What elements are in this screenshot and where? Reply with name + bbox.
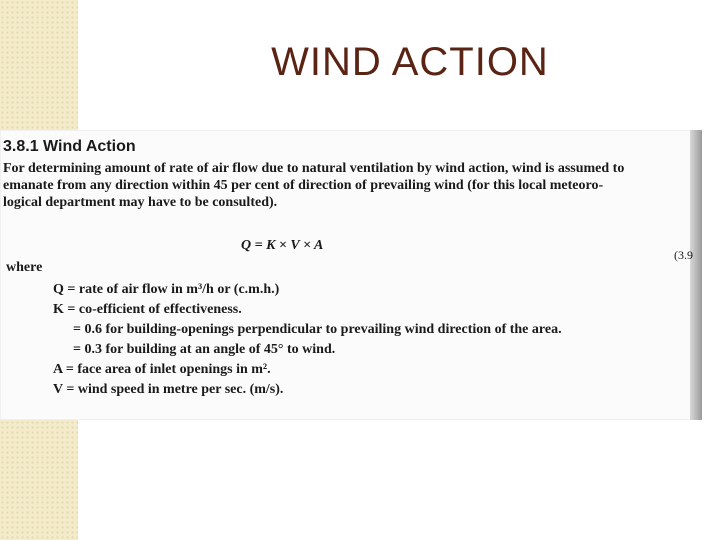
definition-item: = 0.3 for building at an angle of 45° to wind. (73, 342, 336, 357)
where-label: where (6, 260, 43, 275)
formula: Q = K × V × A (241, 238, 324, 253)
section-heading: 3.8.1 Wind Action (3, 138, 136, 155)
definition-item: V = wind speed in metre per sec. (m/s). (53, 382, 284, 397)
section-content (3, 138, 693, 397)
definition-item: Q = rate of air flow in m³/h or (c.m.h.) (53, 282, 280, 297)
equation-number: (3.9 (674, 248, 693, 262)
paragraph-line: emanate from any direction within 45 per cent of direction of prevailing wind (for this local meteoro- (3, 178, 604, 193)
paragraph-line: logical department may have to be consulted). (3, 195, 278, 210)
definition-list (53, 280, 562, 400)
slide-title: WIND ACTION (271, 40, 549, 84)
paragraph-line: For determining amount of rate of air flow due to natural ventilation by wind action, wind is assumed to (3, 161, 625, 176)
definition-item: K = co-efficient of effectiveness. (53, 302, 242, 317)
definition-item: = 0.6 for building-openings perpendicular to prevailing wind direction of the area. (73, 322, 562, 337)
definition-item: A = face area of inlet openings in m². (53, 362, 271, 377)
scanned-textbook-excerpt (0, 130, 702, 420)
